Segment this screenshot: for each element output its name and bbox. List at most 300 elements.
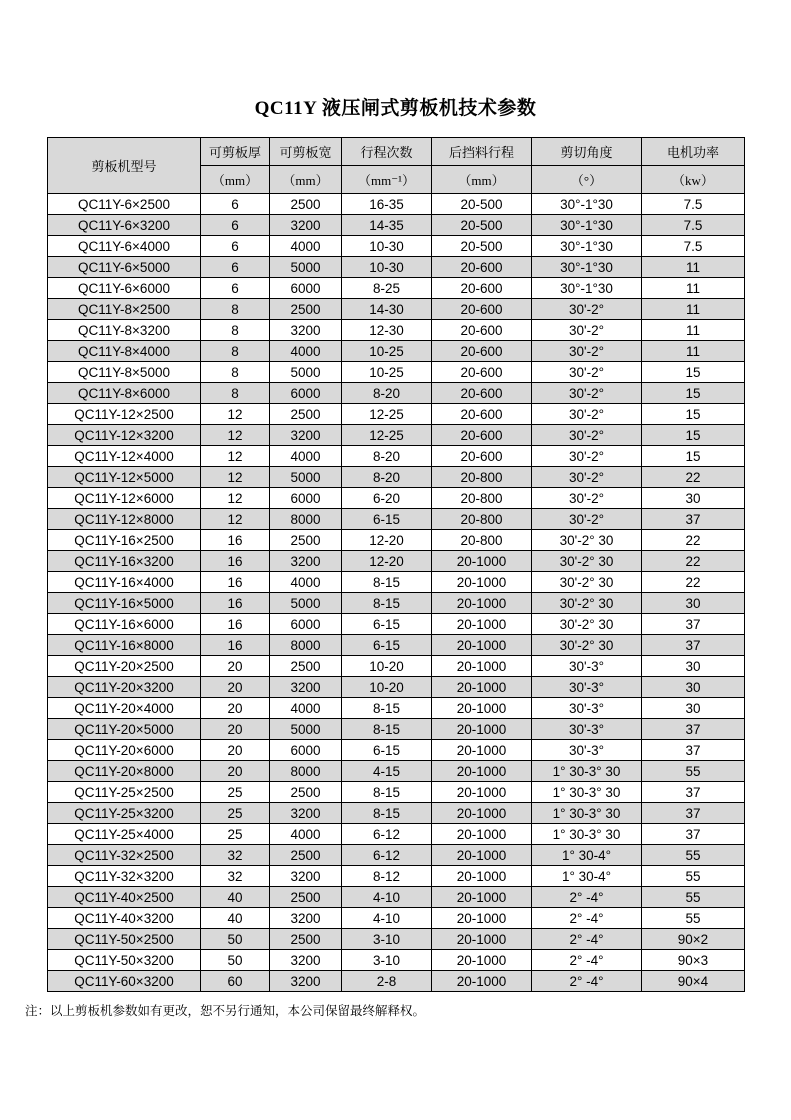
cell-model: QC11Y-40×2500 xyxy=(48,887,201,908)
cell-thickness: 20 xyxy=(201,719,270,740)
cell-motor-power: 37 xyxy=(642,740,745,761)
table-row xyxy=(48,677,745,698)
cell-width: 6000 xyxy=(270,278,342,299)
cell-model: QC11Y-8×5000 xyxy=(48,362,201,383)
cell-backgauge-travel: 20-1000 xyxy=(432,761,532,782)
cell-width: 2500 xyxy=(270,656,342,677)
table-row xyxy=(48,425,745,446)
cell-backgauge-travel: 20-600 xyxy=(432,257,532,278)
cell-model: QC11Y-8×6000 xyxy=(48,383,201,404)
cell-width: 5000 xyxy=(270,257,342,278)
table-row xyxy=(48,530,745,551)
cell-backgauge-travel: 20-1000 xyxy=(432,803,532,824)
table-row xyxy=(48,551,745,572)
cell-thickness: 6 xyxy=(201,278,270,299)
cell-model: QC11Y-8×3200 xyxy=(48,320,201,341)
table-row xyxy=(48,950,745,971)
cell-strokes: 6-12 xyxy=(342,824,432,845)
cell-shear-angle: 30'-2° xyxy=(532,425,642,446)
cell-width: 4000 xyxy=(270,824,342,845)
cell-motor-power: 55 xyxy=(642,866,745,887)
cell-width: 3200 xyxy=(270,425,342,446)
cell-width: 3200 xyxy=(270,971,342,992)
cell-model: QC11Y-20×4000 xyxy=(48,698,201,719)
cell-model: QC11Y-16×5000 xyxy=(48,593,201,614)
cell-backgauge-travel: 20-600 xyxy=(432,341,532,362)
cell-motor-power: 55 xyxy=(642,908,745,929)
table-row xyxy=(48,299,745,320)
cell-width: 2500 xyxy=(270,845,342,866)
cell-shear-angle: 30'-2° xyxy=(532,467,642,488)
cell-thickness: 6 xyxy=(201,257,270,278)
cell-shear-angle: 30'-2° 30 xyxy=(532,614,642,635)
cell-motor-power: 37 xyxy=(642,635,745,656)
cell-strokes: 10-25 xyxy=(342,341,432,362)
cell-model: QC11Y-6×5000 xyxy=(48,257,201,278)
cell-shear-angle: 2° -4° xyxy=(532,929,642,950)
cell-strokes: 10-25 xyxy=(342,362,432,383)
table-row xyxy=(48,446,745,467)
cell-motor-power: 37 xyxy=(642,719,745,740)
table-row xyxy=(48,257,745,278)
cell-shear-angle: 30'-3° xyxy=(532,677,642,698)
cell-model: QC11Y-25×3200 xyxy=(48,803,201,824)
cell-thickness: 32 xyxy=(201,845,270,866)
cell-shear-angle: 30'-3° xyxy=(532,719,642,740)
cell-model: QC11Y-8×4000 xyxy=(48,341,201,362)
cell-motor-power: 15 xyxy=(642,362,745,383)
cell-model: QC11Y-12×8000 xyxy=(48,509,201,530)
cell-strokes: 12-30 xyxy=(342,320,432,341)
cell-backgauge-travel: 20-1000 xyxy=(432,719,532,740)
cell-motor-power: 55 xyxy=(642,761,745,782)
cell-strokes: 6-15 xyxy=(342,614,432,635)
cell-width: 2500 xyxy=(270,530,342,551)
cell-motor-power: 22 xyxy=(642,551,745,572)
table-row xyxy=(48,740,745,761)
cell-strokes: 12-20 xyxy=(342,551,432,572)
cell-shear-angle: 30'-2° xyxy=(532,383,642,404)
header-strokes-unit: （mm⁻¹） xyxy=(342,166,432,194)
cell-model: QC11Y-6×3200 xyxy=(48,215,201,236)
cell-strokes: 8-20 xyxy=(342,467,432,488)
cell-motor-power: 7.5 xyxy=(642,215,745,236)
cell-width: 3200 xyxy=(270,908,342,929)
table-row xyxy=(48,845,745,866)
cell-shear-angle: 30'-2° xyxy=(532,404,642,425)
cell-backgauge-travel: 20-500 xyxy=(432,236,532,257)
header-backgauge-travel: 后挡料行程 xyxy=(432,138,532,166)
cell-shear-angle: 2° -4° xyxy=(532,908,642,929)
cell-strokes: 10-30 xyxy=(342,236,432,257)
header-strokes: 行程次数 xyxy=(342,138,432,166)
cell-strokes: 8-20 xyxy=(342,446,432,467)
cell-model: QC11Y-20×5000 xyxy=(48,719,201,740)
cell-strokes: 8-15 xyxy=(342,719,432,740)
cell-strokes: 4-10 xyxy=(342,908,432,929)
cell-width: 6000 xyxy=(270,383,342,404)
cell-thickness: 50 xyxy=(201,929,270,950)
cell-strokes: 10-30 xyxy=(342,257,432,278)
cell-shear-angle: 1° 30-4° xyxy=(532,845,642,866)
cell-model: QC11Y-50×2500 xyxy=(48,929,201,950)
cell-shear-angle: 30'-2° 30 xyxy=(532,572,642,593)
table-row xyxy=(48,782,745,803)
cell-model: QC11Y-12×5000 xyxy=(48,467,201,488)
cell-strokes: 12-20 xyxy=(342,530,432,551)
table-row xyxy=(48,761,745,782)
cell-strokes: 6-12 xyxy=(342,845,432,866)
table-row xyxy=(48,404,745,425)
cell-strokes: 8-25 xyxy=(342,278,432,299)
cell-motor-power: 7.5 xyxy=(642,194,745,215)
cell-backgauge-travel: 20-800 xyxy=(432,530,532,551)
cell-strokes: 6-15 xyxy=(342,740,432,761)
table-row xyxy=(48,656,745,677)
cell-strokes: 3-10 xyxy=(342,929,432,950)
cell-backgauge-travel: 20-600 xyxy=(432,446,532,467)
cell-thickness: 20 xyxy=(201,740,270,761)
cell-strokes: 14-30 xyxy=(342,299,432,320)
table-row xyxy=(48,509,745,530)
cell-model: QC11Y-6×6000 xyxy=(48,278,201,299)
cell-thickness: 6 xyxy=(201,236,270,257)
header-backgauge-travel-unit: （mm） xyxy=(432,166,532,194)
cell-model: QC11Y-6×4000 xyxy=(48,236,201,257)
cell-model: QC11Y-32×2500 xyxy=(48,845,201,866)
cell-motor-power: 30 xyxy=(642,677,745,698)
cell-shear-angle: 30°-1°30 xyxy=(532,236,642,257)
cell-width: 3200 xyxy=(270,950,342,971)
cell-motor-power: 30 xyxy=(642,593,745,614)
cell-backgauge-travel: 20-1000 xyxy=(432,656,532,677)
cell-backgauge-travel: 20-800 xyxy=(432,509,532,530)
cell-shear-angle: 30'-2° xyxy=(532,341,642,362)
cell-model: QC11Y-12×4000 xyxy=(48,446,201,467)
cell-model: QC11Y-12×6000 xyxy=(48,488,201,509)
cell-thickness: 12 xyxy=(201,509,270,530)
cell-thickness: 16 xyxy=(201,551,270,572)
table-row xyxy=(48,215,745,236)
cell-shear-angle: 2° -4° xyxy=(532,971,642,992)
cell-backgauge-travel: 20-1000 xyxy=(432,782,532,803)
header-motor-power-unit: （kw） xyxy=(642,166,745,194)
cell-thickness: 25 xyxy=(201,824,270,845)
cell-motor-power: 11 xyxy=(642,278,745,299)
cell-strokes: 4-10 xyxy=(342,887,432,908)
cell-backgauge-travel: 20-1000 xyxy=(432,845,532,866)
cell-thickness: 16 xyxy=(201,635,270,656)
cell-backgauge-travel: 20-1000 xyxy=(432,635,532,656)
cell-model: QC11Y-25×2500 xyxy=(48,782,201,803)
cell-thickness: 16 xyxy=(201,593,270,614)
cell-backgauge-travel: 20-600 xyxy=(432,320,532,341)
cell-shear-angle: 1° 30-3° 30 xyxy=(532,761,642,782)
header-model: 剪板机型号 xyxy=(48,138,201,194)
cell-motor-power: 22 xyxy=(642,530,745,551)
cell-motor-power: 37 xyxy=(642,782,745,803)
cell-strokes: 4-15 xyxy=(342,761,432,782)
cell-width: 5000 xyxy=(270,719,342,740)
page-title: QC11Y 液压闸式剪板机技术参数 xyxy=(254,98,537,119)
cell-shear-angle: 30°-1°30 xyxy=(532,257,642,278)
cell-width: 5000 xyxy=(270,593,342,614)
header-row-labels xyxy=(48,138,745,166)
cell-backgauge-travel: 20-500 xyxy=(432,194,532,215)
cell-shear-angle: 30'-2° xyxy=(532,320,642,341)
cell-backgauge-travel: 20-1000 xyxy=(432,593,532,614)
table-row xyxy=(48,236,745,257)
cell-strokes: 12-25 xyxy=(342,404,432,425)
cell-shear-angle: 30'-2° 30 xyxy=(532,530,642,551)
cell-motor-power: 15 xyxy=(642,383,745,404)
cell-backgauge-travel: 20-600 xyxy=(432,278,532,299)
cell-backgauge-travel: 20-800 xyxy=(432,467,532,488)
cell-thickness: 12 xyxy=(201,488,270,509)
cell-motor-power: 15 xyxy=(642,446,745,467)
cell-width: 5000 xyxy=(270,362,342,383)
cell-shear-angle: 30'-3° xyxy=(532,698,642,719)
cell-width: 3200 xyxy=(270,677,342,698)
cell-shear-angle: 30'-3° xyxy=(532,740,642,761)
cell-backgauge-travel: 20-1000 xyxy=(432,950,532,971)
cell-motor-power: 37 xyxy=(642,803,745,824)
cell-width: 6000 xyxy=(270,740,342,761)
cell-model: QC11Y-20×6000 xyxy=(48,740,201,761)
cell-backgauge-travel: 20-1000 xyxy=(432,824,532,845)
cell-motor-power: 30 xyxy=(642,698,745,719)
cell-thickness: 20 xyxy=(201,656,270,677)
cell-thickness: 12 xyxy=(201,446,270,467)
cell-backgauge-travel: 20-1000 xyxy=(432,887,532,908)
cell-backgauge-travel: 20-600 xyxy=(432,362,532,383)
cell-model: QC11Y-16×2500 xyxy=(48,530,201,551)
cell-thickness: 32 xyxy=(201,866,270,887)
cell-motor-power: 55 xyxy=(642,887,745,908)
cell-shear-angle: 30'-2° xyxy=(532,446,642,467)
cell-shear-angle: 30'-2° xyxy=(532,488,642,509)
cell-width: 3200 xyxy=(270,866,342,887)
cell-shear-angle: 30'-2° 30 xyxy=(532,551,642,572)
cell-motor-power: 7.5 xyxy=(642,236,745,257)
cell-thickness: 6 xyxy=(201,194,270,215)
table-row xyxy=(48,635,745,656)
cell-motor-power: 30 xyxy=(642,488,745,509)
table-row xyxy=(48,278,745,299)
cell-width: 8000 xyxy=(270,635,342,656)
cell-model: QC11Y-6×2500 xyxy=(48,194,201,215)
cell-model: QC11Y-16×3200 xyxy=(48,551,201,572)
cell-model: QC11Y-12×2500 xyxy=(48,404,201,425)
cell-motor-power: 11 xyxy=(642,320,745,341)
cell-motor-power: 37 xyxy=(642,509,745,530)
cell-model: QC11Y-16×4000 xyxy=(48,572,201,593)
cell-shear-angle: 30°-1°30 xyxy=(532,215,642,236)
cell-motor-power: 30 xyxy=(642,656,745,677)
cell-width: 4000 xyxy=(270,572,342,593)
cell-motor-power: 90×2 xyxy=(642,929,745,950)
table-row xyxy=(48,824,745,845)
header-thickness-unit: （mm） xyxy=(201,166,270,194)
cell-strokes: 2-8 xyxy=(342,971,432,992)
cell-thickness: 25 xyxy=(201,782,270,803)
cell-strokes: 8-12 xyxy=(342,866,432,887)
cell-motor-power: 11 xyxy=(642,257,745,278)
cell-backgauge-travel: 20-1000 xyxy=(432,677,532,698)
cell-thickness: 40 xyxy=(201,887,270,908)
cell-shear-angle: 1° 30-3° 30 xyxy=(532,803,642,824)
cell-model: QC11Y-16×8000 xyxy=(48,635,201,656)
cell-thickness: 6 xyxy=(201,215,270,236)
cell-width: 4000 xyxy=(270,341,342,362)
cell-strokes: 8-15 xyxy=(342,593,432,614)
cell-thickness: 16 xyxy=(201,572,270,593)
table-body xyxy=(48,194,745,992)
cell-width: 8000 xyxy=(270,761,342,782)
cell-shear-angle: 30'-2° xyxy=(532,509,642,530)
cell-strokes: 6-15 xyxy=(342,509,432,530)
cell-shear-angle: 2° -4° xyxy=(532,887,642,908)
cell-shear-angle: 30'-3° xyxy=(532,656,642,677)
cell-width: 2500 xyxy=(270,929,342,950)
cell-backgauge-travel: 20-1000 xyxy=(432,551,532,572)
cell-width: 3200 xyxy=(270,803,342,824)
cell-width: 4000 xyxy=(270,698,342,719)
table-row xyxy=(48,698,745,719)
cell-motor-power: 55 xyxy=(642,845,745,866)
cell-backgauge-travel: 20-1000 xyxy=(432,908,532,929)
cell-thickness: 12 xyxy=(201,404,270,425)
cell-model: QC11Y-8×2500 xyxy=(48,299,201,320)
cell-shear-angle: 1° 30-3° 30 xyxy=(532,782,642,803)
cell-shear-angle: 30'-2° 30 xyxy=(532,593,642,614)
cell-shear-angle: 30°-1°30 xyxy=(532,194,642,215)
cell-thickness: 60 xyxy=(201,971,270,992)
cell-shear-angle: 30'-2° xyxy=(532,299,642,320)
cell-backgauge-travel: 20-600 xyxy=(432,383,532,404)
cell-width: 3200 xyxy=(270,551,342,572)
header-motor-power: 电机功率 xyxy=(642,138,745,166)
cell-model: QC11Y-12×3200 xyxy=(48,425,201,446)
cell-thickness: 12 xyxy=(201,467,270,488)
cell-backgauge-travel: 20-1000 xyxy=(432,971,532,992)
cell-motor-power: 37 xyxy=(642,824,745,845)
table-row xyxy=(48,194,745,215)
cell-strokes: 8-15 xyxy=(342,572,432,593)
cell-width: 3200 xyxy=(270,215,342,236)
table-row xyxy=(48,887,745,908)
cell-strokes: 16-35 xyxy=(342,194,432,215)
cell-shear-angle: 30°-1°30 xyxy=(532,278,642,299)
cell-model: QC11Y-50×3200 xyxy=(48,950,201,971)
cell-backgauge-travel: 20-800 xyxy=(432,488,532,509)
cell-strokes: 6-15 xyxy=(342,635,432,656)
cell-strokes: 8-20 xyxy=(342,383,432,404)
table-row xyxy=(48,908,745,929)
cell-strokes: 8-15 xyxy=(342,782,432,803)
cell-shear-angle: 30'-2° xyxy=(532,362,642,383)
header-shear-angle-unit: （°） xyxy=(532,166,642,194)
table-row xyxy=(48,866,745,887)
cell-thickness: 16 xyxy=(201,530,270,551)
footnote: 注：以上剪板机参数如有更改，恕不另行通知，本公司保留最终解释权。 xyxy=(25,1004,426,1018)
cell-motor-power: 90×3 xyxy=(642,950,745,971)
cell-width: 3200 xyxy=(270,320,342,341)
cell-strokes: 6-20 xyxy=(342,488,432,509)
spec-table xyxy=(47,137,745,992)
cell-thickness: 25 xyxy=(201,803,270,824)
cell-shear-angle: 1° 30-4° xyxy=(532,866,642,887)
cell-model: QC11Y-32×3200 xyxy=(48,866,201,887)
cell-strokes: 10-20 xyxy=(342,677,432,698)
table-row xyxy=(48,929,745,950)
cell-model: QC11Y-20×8000 xyxy=(48,761,201,782)
table-header xyxy=(48,138,745,194)
cell-strokes: 3-10 xyxy=(342,950,432,971)
cell-width: 8000 xyxy=(270,509,342,530)
cell-backgauge-travel: 20-600 xyxy=(432,404,532,425)
cell-shear-angle: 2° -4° xyxy=(532,950,642,971)
cell-width: 2500 xyxy=(270,782,342,803)
header-shear-angle: 剪切角度 xyxy=(532,138,642,166)
cell-backgauge-travel: 20-1000 xyxy=(432,866,532,887)
cell-motor-power: 22 xyxy=(642,572,745,593)
cell-thickness: 40 xyxy=(201,908,270,929)
header-thickness: 可剪板厚 xyxy=(201,138,270,166)
cell-motor-power: 15 xyxy=(642,404,745,425)
cell-shear-angle: 1° 30-3° 30 xyxy=(532,824,642,845)
cell-width: 5000 xyxy=(270,467,342,488)
cell-width: 2500 xyxy=(270,299,342,320)
cell-strokes: 14-35 xyxy=(342,215,432,236)
cell-width: 4000 xyxy=(270,236,342,257)
cell-motor-power: 37 xyxy=(642,614,745,635)
cell-thickness: 8 xyxy=(201,341,270,362)
cell-motor-power: 11 xyxy=(642,299,745,320)
cell-motor-power: 15 xyxy=(642,425,745,446)
cell-model: QC11Y-25×4000 xyxy=(48,824,201,845)
cell-backgauge-travel: 20-600 xyxy=(432,299,532,320)
cell-backgauge-travel: 20-1000 xyxy=(432,929,532,950)
table-row xyxy=(48,803,745,824)
cell-backgauge-travel: 20-500 xyxy=(432,215,532,236)
table-row xyxy=(48,719,745,740)
cell-motor-power: 11 xyxy=(642,341,745,362)
cell-width: 2500 xyxy=(270,887,342,908)
cell-strokes: 10-20 xyxy=(342,656,432,677)
table-row xyxy=(48,593,745,614)
header-width: 可剪板宽 xyxy=(270,138,342,166)
cell-strokes: 8-15 xyxy=(342,803,432,824)
cell-thickness: 12 xyxy=(201,425,270,446)
cell-width: 2500 xyxy=(270,404,342,425)
cell-width: 6000 xyxy=(270,614,342,635)
header-width-unit: （mm） xyxy=(270,166,342,194)
cell-thickness: 16 xyxy=(201,614,270,635)
cell-thickness: 20 xyxy=(201,698,270,719)
cell-model: QC11Y-40×3200 xyxy=(48,908,201,929)
cell-model: QC11Y-16×6000 xyxy=(48,614,201,635)
cell-width: 4000 xyxy=(270,446,342,467)
cell-backgauge-travel: 20-600 xyxy=(432,425,532,446)
table-row xyxy=(48,467,745,488)
cell-thickness: 8 xyxy=(201,299,270,320)
cell-width: 2500 xyxy=(270,194,342,215)
cell-thickness: 8 xyxy=(201,362,270,383)
cell-model: QC11Y-20×2500 xyxy=(48,656,201,677)
cell-model: QC11Y-20×3200 xyxy=(48,677,201,698)
table-row xyxy=(48,362,745,383)
